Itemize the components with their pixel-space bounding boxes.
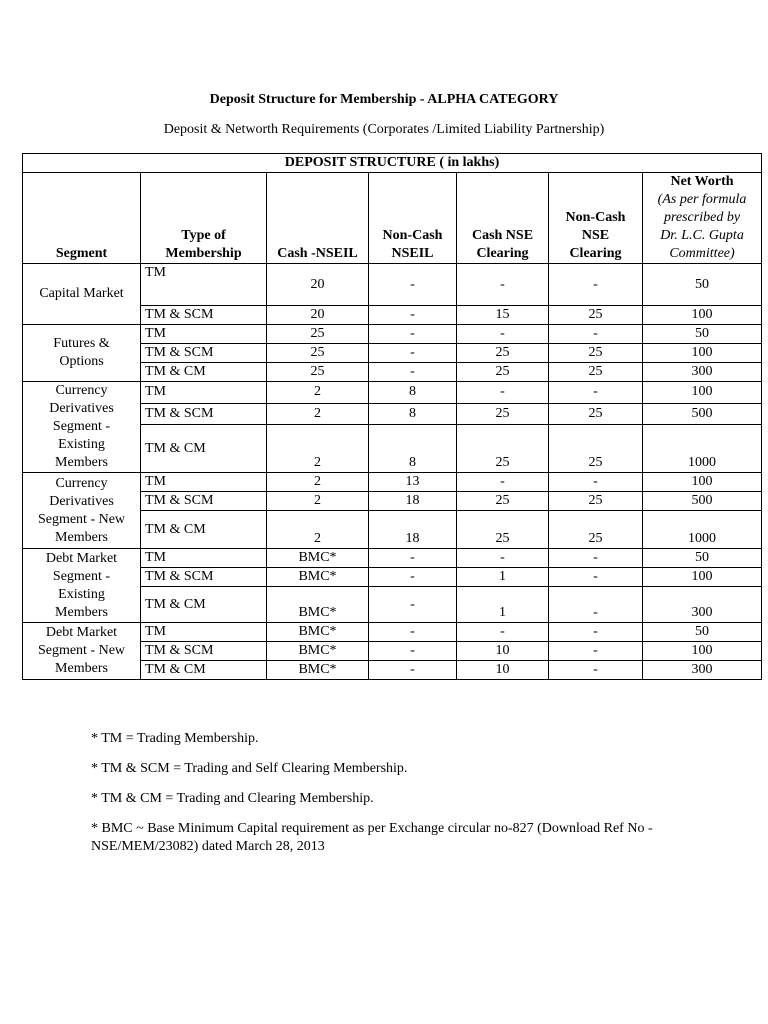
membership-type: TM: [141, 549, 267, 568]
footnote-tm-scm: * TM & SCM = Trading and Self Clearing Membership.: [91, 761, 408, 776]
cash-nse-cell: -: [457, 623, 549, 642]
membership-type: TM & CM: [141, 661, 267, 680]
noncash-nseil-cell: -: [369, 587, 457, 623]
noncash-nse-cell: 25: [549, 363, 643, 382]
cash-nse-cell: -: [457, 382, 549, 404]
noncash-nseil-cell: 8: [369, 382, 457, 404]
header-noncash-nseil: Non-Cash NSEIL: [369, 173, 457, 264]
noncash-nse-cell: -: [549, 382, 643, 404]
segment-capital-market: Capital Market: [23, 264, 141, 325]
cash-nseil-cell: BMC*: [267, 642, 369, 661]
cash-nseil-cell: BMC*: [267, 568, 369, 587]
noncash-nse-cell: 25: [549, 403, 643, 425]
membership-type: TM: [141, 264, 267, 306]
noncash-nseil-cell: -: [369, 661, 457, 680]
cash-nse-cell: 1: [457, 568, 549, 587]
footnote-tm: * TM = Trading Membership.: [91, 731, 259, 746]
membership-type: TM & CM: [141, 587, 267, 623]
membership-type: TM & SCM: [141, 492, 267, 511]
noncash-nse-cell: -: [549, 642, 643, 661]
cash-nse-cell: -: [457, 264, 549, 306]
segment-futures-options: Futures & Options: [23, 325, 141, 382]
networth-cell: 300: [643, 587, 762, 623]
noncash-nseil-cell: -: [369, 568, 457, 587]
noncash-nseil-cell: 8: [369, 403, 457, 425]
cash-nseil-cell: 20: [267, 264, 369, 306]
membership-type: TM & CM: [141, 425, 267, 473]
noncash-nse-cell: 25: [549, 511, 643, 549]
networth-cell: 500: [643, 492, 762, 511]
table-row: [23, 382, 762, 404]
noncash-nse-cell: 25: [549, 425, 643, 473]
noncash-nseil-cell: -: [369, 344, 457, 363]
networth-cell: 100: [643, 306, 762, 325]
networth-cell: 100: [643, 568, 762, 587]
cash-nseil-cell: 25: [267, 325, 369, 344]
cash-nseil-cell: 25: [267, 363, 369, 382]
deposit-structure-table: [22, 153, 762, 680]
cash-nse-cell: 10: [457, 661, 549, 680]
cash-nse-cell: 25: [457, 344, 549, 363]
membership-type: TM & SCM: [141, 568, 267, 587]
segment-currency-derivatives-new: Currency Derivatives Segment - New Members: [23, 473, 141, 549]
networth-cell: 300: [643, 363, 762, 382]
segment-debt-market-new: Debt Market Segment - New Members: [23, 623, 141, 680]
membership-type: TM & SCM: [141, 306, 267, 325]
noncash-nseil-cell: -: [369, 549, 457, 568]
noncash-nseil-cell: -: [369, 306, 457, 325]
membership-type: TM & CM: [141, 511, 267, 549]
table-row: [23, 473, 762, 492]
noncash-nseil-cell: -: [369, 642, 457, 661]
header-type-of-membership: Type of Membership: [141, 173, 267, 264]
table-banner: DEPOSIT STRUCTURE ( in lakhs): [23, 154, 762, 173]
cash-nse-cell: -: [457, 549, 549, 568]
table-row: [23, 623, 762, 642]
networth-cell: 50: [643, 549, 762, 568]
membership-type: TM & SCM: [141, 403, 267, 425]
networth-cell: 50: [643, 325, 762, 344]
cash-nse-cell: -: [457, 325, 549, 344]
noncash-nse-cell: -: [549, 623, 643, 642]
cash-nseil-cell: BMC*: [267, 549, 369, 568]
cash-nseil-cell: 2: [267, 511, 369, 549]
cash-nse-cell: 25: [457, 403, 549, 425]
noncash-nse-cell: -: [549, 264, 643, 306]
header-segment: Segment: [23, 173, 141, 264]
table-row: [23, 549, 762, 568]
noncash-nse-cell: -: [549, 473, 643, 492]
cash-nseil-cell: 2: [267, 403, 369, 425]
segment-currency-derivatives-existing: Currency Derivatives Segment - Existing Members: [23, 382, 141, 473]
header-net-worth: Net Worth (As per formula prescribed by Dr. L.C. Gupta Committee): [643, 173, 762, 264]
networth-cell: 50: [643, 264, 762, 306]
footnote-tm-cm: * TM & CM = Trading and Clearing Membership.: [91, 791, 374, 806]
networth-cell: 100: [643, 344, 762, 363]
networth-cell: 50: [643, 623, 762, 642]
document-subtitle: Deposit & Networth Requirements (Corporates /Limited Liability Partnership): [163, 122, 605, 137]
networth-cell: 300: [643, 661, 762, 680]
cash-nse-cell: 10: [457, 642, 549, 661]
cash-nseil-cell: 2: [267, 473, 369, 492]
membership-type: TM: [141, 325, 267, 344]
noncash-nse-cell: 25: [549, 306, 643, 325]
header-noncash-nse-clearing: Non-Cash NSE Clearing: [549, 173, 643, 264]
cash-nse-cell: 25: [457, 363, 549, 382]
noncash-nse-cell: 25: [549, 492, 643, 511]
cash-nseil-cell: BMC*: [267, 587, 369, 623]
membership-type: TM & CM: [141, 363, 267, 382]
noncash-nseil-cell: -: [369, 264, 457, 306]
membership-type: TM: [141, 623, 267, 642]
noncash-nse-cell: -: [549, 325, 643, 344]
membership-type: TM & SCM: [141, 642, 267, 661]
noncash-nseil-cell: 18: [369, 492, 457, 511]
cash-nse-cell: 25: [457, 425, 549, 473]
cash-nseil-cell: 2: [267, 382, 369, 404]
noncash-nse-cell: -: [549, 587, 643, 623]
noncash-nseil-cell: -: [369, 623, 457, 642]
networth-cell: 1000: [643, 425, 762, 473]
table-header-row: [23, 173, 762, 264]
noncash-nse-cell: -: [549, 661, 643, 680]
membership-type: TM & SCM: [141, 344, 267, 363]
cash-nse-cell: 1: [457, 587, 549, 623]
segment-debt-market-existing: Debt Market Segment - Existing Members: [23, 549, 141, 623]
noncash-nseil-cell: 18: [369, 511, 457, 549]
networth-cell: 1000: [643, 511, 762, 549]
footnotes: [91, 730, 691, 868]
cash-nseil-cell: BMC*: [267, 623, 369, 642]
cash-nse-cell: -: [457, 473, 549, 492]
cash-nseil-cell: 25: [267, 344, 369, 363]
noncash-nse-cell: -: [549, 568, 643, 587]
cash-nseil-cell: 2: [267, 425, 369, 473]
networth-cell: 100: [643, 382, 762, 404]
membership-type: TM: [141, 473, 267, 492]
cash-nse-cell: 15: [457, 306, 549, 325]
document-title: Deposit Structure for Membership - ALPHA CATEGORY: [209, 92, 559, 107]
header-cash-nseil: Cash -NSEIL: [267, 173, 369, 264]
table-row: [23, 264, 762, 306]
noncash-nse-cell: -: [549, 549, 643, 568]
noncash-nse-cell: 25: [549, 344, 643, 363]
noncash-nseil-cell: -: [369, 363, 457, 382]
networth-cell: 100: [643, 473, 762, 492]
noncash-nseil-cell: 8: [369, 425, 457, 473]
noncash-nseil-cell: 13: [369, 473, 457, 492]
header-cash-nse-clearing: Cash NSE Clearing: [457, 173, 549, 264]
cash-nseil-cell: 20: [267, 306, 369, 325]
footnote-bmc: * BMC ~ Base Minimum Capital requirement as per Exchange circular no-827 (Download Ref No - NSE/MEM/23082) dated March 28, 2013: [91, 821, 653, 854]
cash-nse-cell: 25: [457, 492, 549, 511]
networth-cell: 100: [643, 642, 762, 661]
cash-nseil-cell: BMC*: [267, 661, 369, 680]
noncash-nseil-cell: -: [369, 325, 457, 344]
table-banner-row: [23, 154, 762, 173]
membership-type: TM: [141, 382, 267, 404]
cash-nseil-cell: 2: [267, 492, 369, 511]
networth-cell: 500: [643, 403, 762, 425]
table-row: [23, 325, 762, 344]
cash-nse-cell: 25: [457, 511, 549, 549]
